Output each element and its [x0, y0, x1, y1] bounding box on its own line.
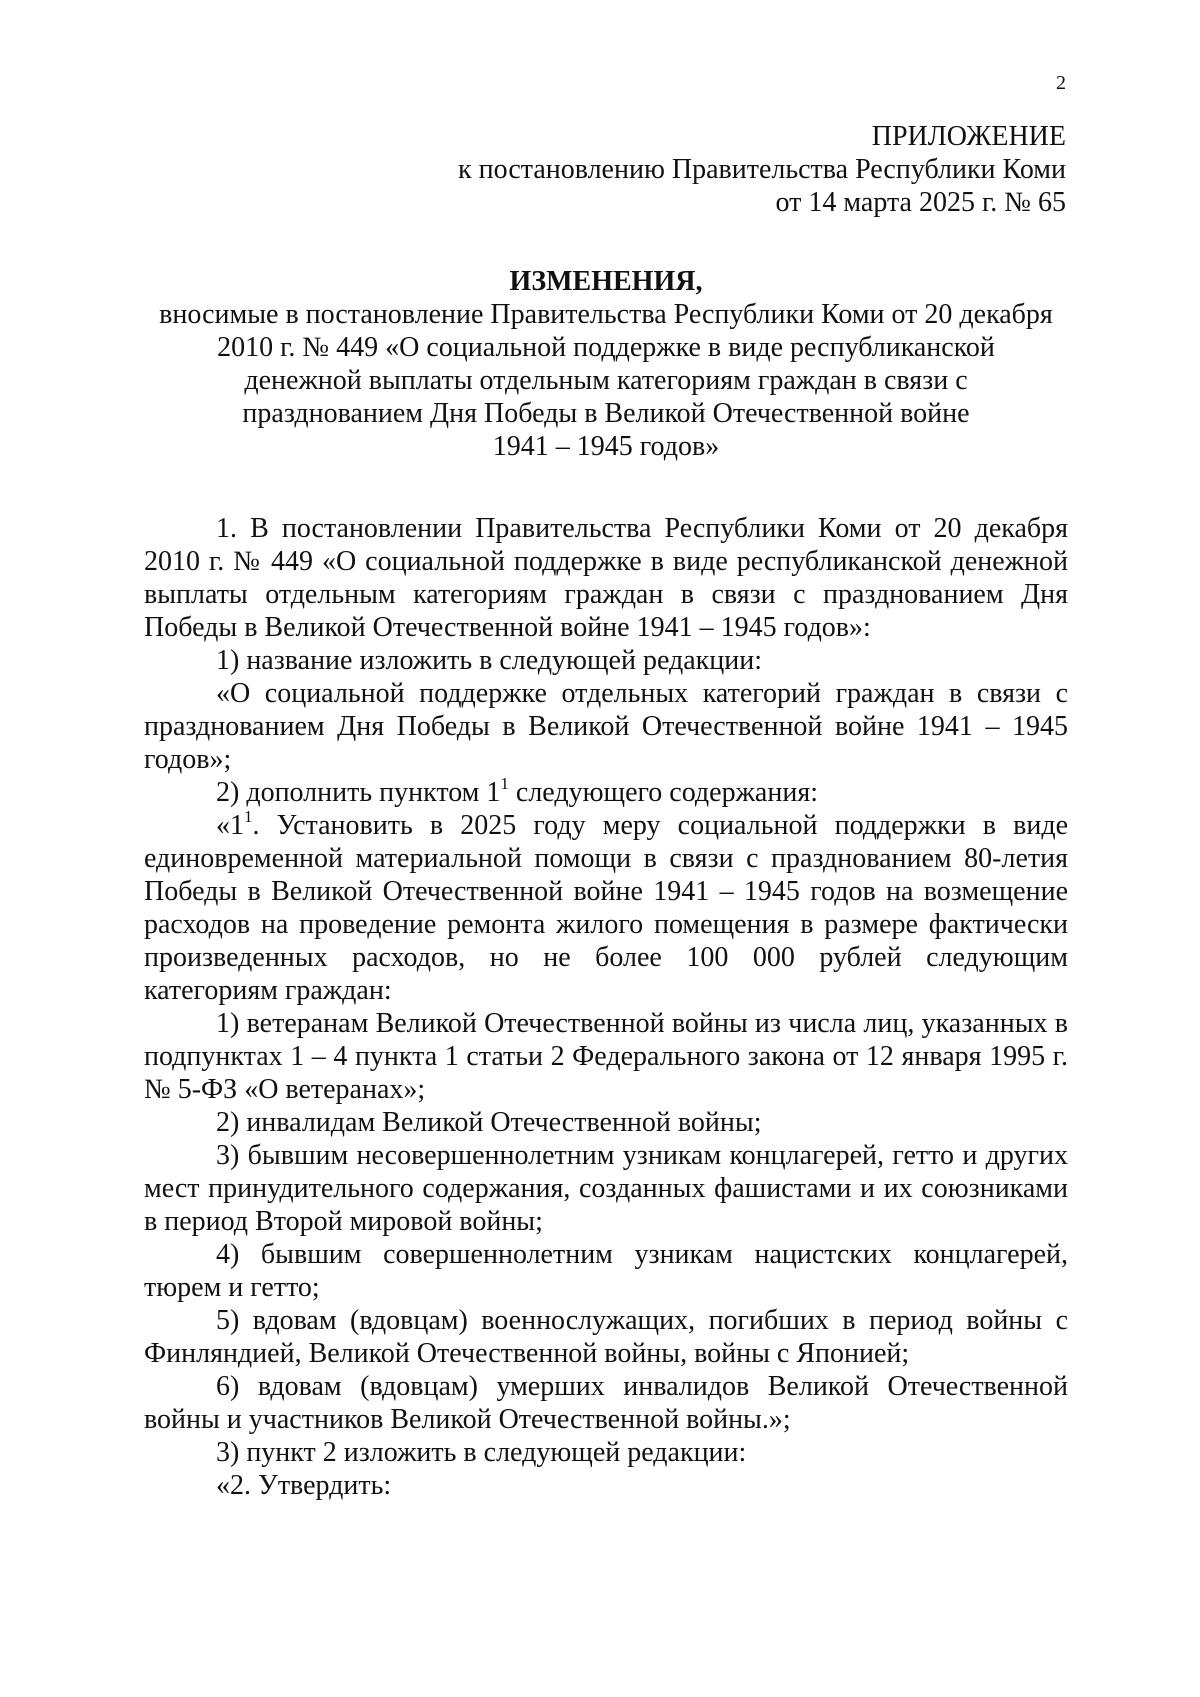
- page-number: 2: [1056, 72, 1066, 94]
- paragraph-8: 3) бывшим несовершеннолетним узникам концлагерей, гетто и других мест принудительного содержания, созданных фашистами и их союзниками в период Второй мировой войны;: [144, 1140, 1068, 1237]
- paragraph-4: [144, 773, 1068, 809]
- paragraph-11: 6) вдовам (вдовцам) умерших инвалидов Великой Отечественной войны и участников Великой Отечественной войны.»;: [144, 1371, 1068, 1435]
- paragraph-1: 1. В постановлении Правительства Республики Коми от 20 декабря 2010 г. № 449 «О социальной поддержке в виде республиканской денежной выплаты отдельным категориям граждан в связи с празднованием Дня Победы в Великой Отечественной войне 1941 – 1945 годов»:: [144, 513, 1068, 643]
- superscript: 1: [244, 806, 253, 826]
- paragraph-5-text: «1: [216, 810, 244, 841]
- paragraph-13: «2. Утвердить:: [216, 1470, 392, 1501]
- appendix-reference: к постановлению Правительства Республики Коми: [458, 154, 1066, 185]
- paragraph-3: «О социальной поддержке отдельных категорий граждан в связи с празднованием Дня Победы в Великой Отечественной войне 1941 – 1945 годов»;: [144, 678, 1068, 775]
- paragraph-5: [144, 806, 1068, 1007]
- paragraph-6: 1) ветеранам Великой Отечественной войны из числа лиц, указанных в подпунктах 1 – 4 пункта 1 статьи 2 Федерального закона от 12 января 1995 г. № 5-ФЗ «О ветеранах»;: [144, 1008, 1068, 1105]
- title-line: вносимые в постановление Правительства Республики Коми от 20 декабря: [159, 299, 1053, 330]
- title-line: празднованием Дня Победы в Великой Отечественной войне: [242, 398, 970, 429]
- title-heading: ИЗМЕНЕНИЯ,: [509, 266, 703, 297]
- paragraph-4-text: 2) дополнить пунктом 1: [216, 777, 501, 808]
- paragraph-4-text-end: следующего содержания:: [508, 777, 818, 808]
- superscript: 1: [500, 773, 509, 793]
- appendix-header: [458, 120, 1066, 219]
- appendix-date: от 14 марта 2025 г. № 65: [775, 187, 1066, 218]
- paragraph-12: 3) пункт 2 изложить в следующей редакции:: [216, 1437, 747, 1468]
- paragraph-9: 4) бывшим совершеннолетним узникам нацистских концлагерей, тюрем и гетто;: [144, 1239, 1068, 1303]
- paragraph-10: 5) вдовам (вдовцам) военнослужащих, погибших в период войны с Финляндией, Великой Отечественной войны, войны с Японией;: [144, 1305, 1068, 1369]
- title-line: 1941 – 1945 годов»: [492, 431, 720, 462]
- paragraph-2: 1) название изложить в следующей редакции:: [216, 645, 763, 676]
- title-line: 2010 г. № 449 «О социальной поддержке в виде республиканской: [217, 332, 995, 363]
- appendix-label: ПРИЛОЖЕНИЕ: [871, 121, 1066, 152]
- document-body: [144, 512, 1068, 1502]
- paragraph-7: 2) инвалидам Великой Отечественной войны;: [216, 1107, 762, 1138]
- document-title: [144, 265, 1068, 463]
- title-line: денежной выплаты отдельным категориям граждан в связи с: [244, 365, 968, 396]
- paragraph-5-text-end: . Установить в 2025 году меру социальной поддержки в виде единовременной материальной помощи в связи с празднованием 80-летия Победы в Великой Отечественной войне 1941 – 1945 годов на возмещение расходов на проведение ремонта жилого помещения в размере фактически произведенных расходов, но не более 100 000 рублей следующим категориям граждан:: [144, 810, 1068, 1006]
